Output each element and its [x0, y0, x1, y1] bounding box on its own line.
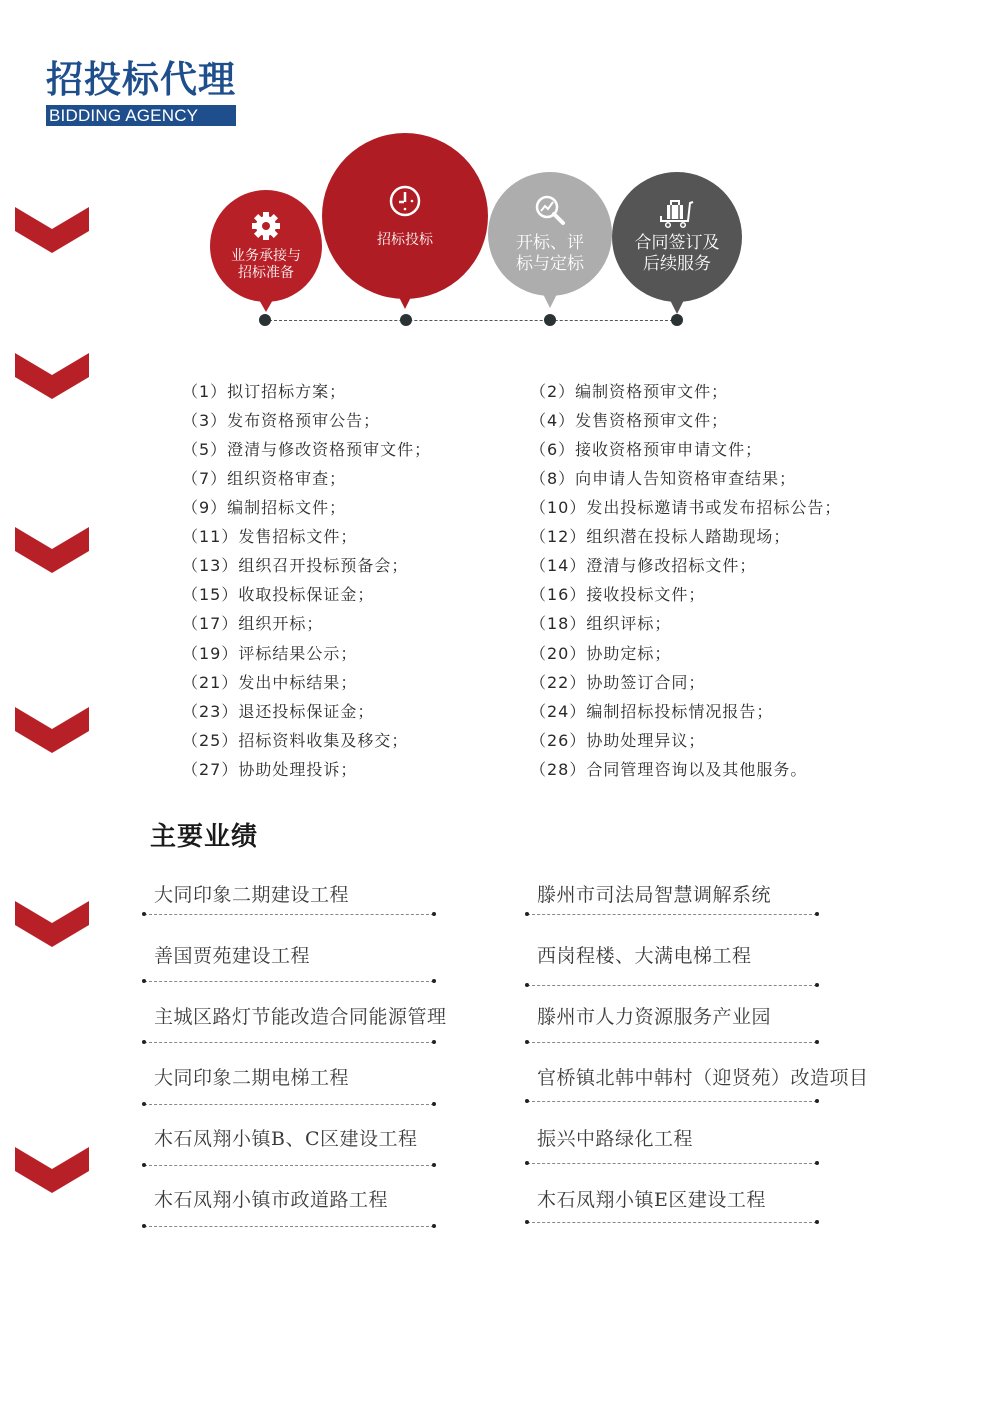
process-step-label: 开标、评	[516, 233, 584, 253]
service-item: （14）澄清与修改招标文件；	[530, 556, 757, 575]
dashed-divider	[144, 1165, 434, 1166]
divider-dot	[525, 1220, 529, 1224]
divider-dot	[142, 1040, 146, 1044]
service-item: （20）协助定标；	[530, 644, 672, 663]
process-step-label: 招标准备	[238, 265, 294, 281]
service-item: （9）编制招标文件；	[182, 498, 347, 517]
project-name: 滕州市司法局智慧调解系统	[537, 884, 772, 906]
process-step-label: 后续服务	[643, 254, 711, 274]
service-item: （11）发售招标文件；	[182, 527, 358, 546]
service-item: （21）发出中标结果；	[182, 673, 358, 692]
divider-dot	[142, 1224, 146, 1228]
bubble-pointer	[669, 298, 685, 314]
service-item: （12）组织潜在投标人踏勘现场；	[530, 527, 791, 546]
divider-dot	[142, 1163, 146, 1167]
divider-dot	[142, 1102, 146, 1106]
project-name: 木石凤翔小镇B、C区建设工程	[154, 1128, 418, 1150]
service-item: （24）编制招标投标情况报告；	[530, 702, 774, 721]
timeline-dot	[671, 314, 683, 326]
project-name: 木石凤翔小镇E区建设工程	[537, 1189, 766, 1211]
chevron-down-icon	[15, 901, 89, 947]
process-timeline	[264, 320, 678, 321]
bubble-pointer	[542, 292, 558, 308]
process-step-label: 招标投标	[377, 231, 433, 248]
divider-dot	[525, 1099, 529, 1103]
divider-dot	[432, 1163, 436, 1167]
project-name: 大同印象二期电梯工程	[154, 1067, 350, 1089]
divider-dot	[815, 1040, 819, 1044]
service-item: （26）协助处理异议；	[530, 731, 706, 750]
divider-dot	[432, 1040, 436, 1044]
achievements-title: 主要业绩	[150, 822, 259, 852]
divider-dot	[525, 912, 529, 916]
service-item: （8）向申请人告知资格审查结果；	[530, 469, 797, 488]
divider-dot	[432, 979, 436, 983]
divider-dot	[815, 983, 819, 987]
project-name: 滕州市人力资源服务产业园	[537, 1006, 772, 1028]
page-title: 招投标代理	[46, 58, 236, 101]
divider-dot	[525, 1161, 529, 1165]
dashed-divider	[144, 1042, 434, 1043]
divider-dot	[142, 912, 146, 916]
project-item	[527, 1185, 817, 1212]
service-item: （23）退还投标保证金；	[182, 702, 375, 721]
project-name: 西岗程楼、大满电梯工程	[537, 945, 752, 967]
gear-icon	[250, 210, 282, 242]
service-item: （6）接收资格预审申请文件；	[530, 440, 763, 459]
divider-dot	[815, 1099, 819, 1103]
dashed-divider	[144, 1104, 434, 1105]
service-item: （15）收取投标保证金；	[182, 585, 375, 604]
divider-dot	[525, 983, 529, 987]
process-step-label: 业务承接与	[231, 248, 301, 264]
bubble-pointer	[258, 298, 274, 312]
service-item: （7）组织资格审查；	[182, 469, 347, 488]
divider-dot	[432, 1224, 436, 1228]
process-step-bidding	[322, 133, 488, 299]
dashed-divider	[527, 985, 817, 986]
project-item	[527, 1124, 817, 1151]
timeline-dot	[544, 314, 556, 326]
service-item: （22）协助签订合同；	[530, 673, 706, 692]
service-item: （4）发售资格预审文件；	[530, 411, 729, 430]
timeline-dot	[259, 314, 271, 326]
divider-dot	[815, 1220, 819, 1224]
process-step-contract	[612, 172, 742, 302]
project-item	[144, 1063, 434, 1090]
chevron-down-icon	[15, 353, 89, 399]
clock-icon	[388, 184, 422, 218]
chevron-down-icon	[15, 1147, 89, 1193]
divider-dot	[142, 979, 146, 983]
service-item: （25）招标资料收集及移交；	[182, 731, 409, 750]
service-item: （5）澄清与修改资格预审文件；	[182, 440, 432, 459]
process-step-label: 合同签订及	[634, 233, 720, 253]
project-item	[144, 880, 434, 907]
chevron-down-icon	[15, 527, 89, 573]
magnifier-chart-icon	[533, 193, 567, 227]
service-item: （17）组织开标；	[182, 614, 324, 633]
luggage-cart-icon	[658, 199, 696, 229]
divider-dot	[815, 1161, 819, 1165]
service-item: （2）编制资格预审文件；	[530, 382, 729, 401]
project-name: 大同印象二期建设工程	[154, 884, 350, 906]
service-item: （28）合同管理咨询以及其他服务。	[530, 760, 808, 779]
service-item: （27）协助处理投诉；	[182, 760, 358, 779]
service-item: （1）拟订招标方案；	[182, 382, 347, 401]
chevron-down-icon	[15, 707, 89, 753]
project-name: 主城区路灯节能改造合同能源管理	[154, 1006, 447, 1028]
dashed-divider	[527, 1101, 817, 1102]
dashed-divider	[144, 914, 434, 915]
project-item	[144, 1002, 447, 1029]
dashed-divider	[527, 914, 817, 915]
dashed-divider	[527, 1042, 817, 1043]
divider-dot	[432, 912, 436, 916]
dashed-divider	[144, 1226, 434, 1227]
project-item	[144, 941, 434, 968]
dashed-divider	[144, 981, 434, 982]
divider-dot	[525, 1040, 529, 1044]
service-item: （3）发布资格预审公告；	[182, 411, 381, 430]
project-item	[527, 941, 817, 968]
process-step-preparation	[210, 190, 322, 302]
project-name: 木石凤翔小镇市政道路工程	[154, 1189, 389, 1211]
page-subtitle-banner: BIDDING AGENCY	[46, 105, 236, 126]
service-item: （16）接收投标文件；	[530, 585, 706, 604]
dashed-divider	[527, 1222, 817, 1223]
bubble-pointer	[397, 293, 413, 309]
timeline-dot	[400, 314, 412, 326]
project-item	[144, 1185, 434, 1212]
service-item: （13）组织召开投标预备会；	[182, 556, 409, 575]
process-step-evaluation	[488, 172, 612, 296]
project-name: 善国贾苑建设工程	[154, 945, 311, 967]
project-item	[527, 1002, 817, 1029]
chevron-down-icon	[15, 207, 89, 253]
divider-dot	[432, 1102, 436, 1106]
divider-dot	[815, 912, 819, 916]
dashed-divider	[527, 1163, 817, 1164]
project-item	[144, 1124, 434, 1151]
service-item: （10）发出投标邀请书或发布招标公告；	[530, 498, 842, 517]
service-item: （18）组织评标；	[530, 614, 672, 633]
project-item	[527, 880, 817, 907]
process-step-label: 标与定标	[516, 254, 584, 274]
service-item: （19）评标结果公示；	[182, 644, 358, 663]
project-item	[527, 1063, 869, 1090]
project-name: 官桥镇北韩中韩村（迎贤苑）改造项目	[537, 1067, 869, 1089]
project-name: 振兴中路绿化工程	[537, 1128, 694, 1150]
